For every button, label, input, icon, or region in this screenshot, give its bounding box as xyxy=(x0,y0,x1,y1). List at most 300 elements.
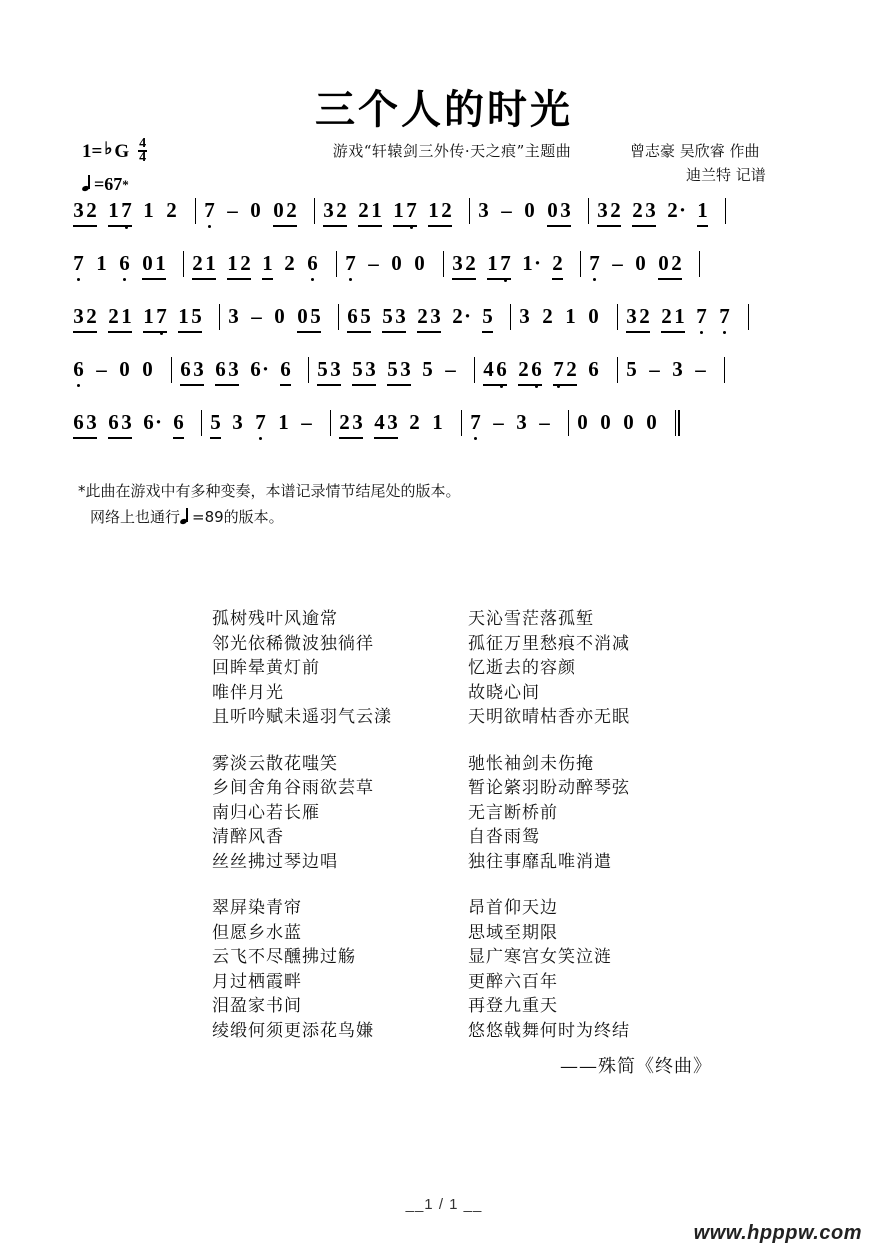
note xyxy=(477,197,490,243)
note-number: 0 xyxy=(142,251,153,275)
note-number: 1 xyxy=(674,304,685,328)
note-number: 2 xyxy=(166,198,177,222)
note-group xyxy=(203,197,216,243)
duration-dash: – xyxy=(96,357,107,381)
note xyxy=(408,409,421,455)
note xyxy=(564,303,577,349)
beamed-note-group xyxy=(261,250,274,296)
note-group xyxy=(431,409,444,455)
note xyxy=(335,197,348,243)
note-number: 6 xyxy=(143,410,154,434)
beamed-note-group xyxy=(373,409,399,455)
note-number: 2 xyxy=(661,304,672,328)
beamed-note-group xyxy=(107,303,133,349)
note xyxy=(316,356,329,402)
note xyxy=(209,409,222,455)
note-number: 3 xyxy=(452,251,463,275)
beamed-note-group xyxy=(546,197,572,243)
note xyxy=(523,197,536,243)
note xyxy=(565,356,578,402)
lyrics-left-column: 绫缎何须更添花鸟嫌 xyxy=(212,1020,374,1041)
note xyxy=(203,197,216,243)
note-number: 0 xyxy=(250,198,261,222)
beamed-note-group xyxy=(209,409,222,455)
barline xyxy=(588,198,589,224)
note-group xyxy=(118,250,131,296)
beamed-note-group xyxy=(226,250,252,296)
note-number: 2 xyxy=(339,410,350,434)
note-number: 1 xyxy=(371,198,382,222)
note-group xyxy=(300,409,313,435)
note-group xyxy=(250,303,263,329)
lyrics-right-column: 自沓雨鸳 xyxy=(468,827,540,847)
beamed-note-group xyxy=(214,356,240,402)
footnote-line-2-prefix: 网络上也通行 xyxy=(90,508,181,526)
note-number: 2 xyxy=(452,304,463,328)
beamed-note-group xyxy=(338,409,364,455)
measure xyxy=(576,409,668,455)
note-group xyxy=(142,409,162,455)
note xyxy=(338,409,351,455)
barline xyxy=(461,410,462,436)
lyrics-left-column: 云飞不尽醺拂过觞 xyxy=(212,947,356,967)
note xyxy=(673,303,686,349)
note xyxy=(413,250,426,296)
note-number: 2 xyxy=(552,251,563,275)
note xyxy=(359,303,372,349)
beamed-note-group xyxy=(142,303,168,349)
note-group xyxy=(277,409,290,455)
note-number: 3 xyxy=(73,198,84,222)
note-group xyxy=(344,250,357,296)
note-number: 2 xyxy=(441,198,452,222)
note-number: 6 xyxy=(250,357,261,381)
note-number: 3 xyxy=(395,304,406,328)
note-group xyxy=(72,250,85,296)
barline xyxy=(443,251,444,277)
note xyxy=(226,250,239,296)
note xyxy=(551,250,564,296)
staff-row xyxy=(72,250,820,296)
note-number: 3 xyxy=(516,410,527,434)
note xyxy=(416,303,429,349)
note-group xyxy=(671,356,684,402)
note-group xyxy=(576,409,589,455)
note-number: 6 xyxy=(280,357,291,381)
beamed-note-group xyxy=(72,303,98,349)
measure xyxy=(346,303,503,349)
lyrics-row xyxy=(212,705,732,730)
note xyxy=(695,303,708,349)
note xyxy=(85,197,98,243)
note-number: 2 xyxy=(465,251,476,275)
note-number: 7 xyxy=(121,198,132,222)
note-number: 3 xyxy=(430,304,441,328)
duration-dash: – xyxy=(649,357,660,381)
note xyxy=(599,409,612,455)
note xyxy=(552,356,565,402)
barline xyxy=(617,304,618,330)
measure xyxy=(72,356,164,402)
lyrics-left-column: 月过栖霞畔 xyxy=(212,971,302,992)
note xyxy=(644,197,657,243)
note-group xyxy=(283,250,296,296)
note xyxy=(344,250,357,296)
note-group xyxy=(451,303,471,349)
note xyxy=(72,303,85,349)
note-number: 2 xyxy=(192,251,203,275)
lyrics-right-column: 天明欲晴枯香亦无眠 xyxy=(468,707,630,727)
note xyxy=(107,409,120,455)
note-number: 3 xyxy=(519,304,530,328)
note-number: 1 xyxy=(565,304,576,328)
note xyxy=(481,303,494,349)
note xyxy=(357,197,370,243)
note-group xyxy=(95,250,108,296)
time-signature-denominator: 4 xyxy=(139,150,147,165)
measure xyxy=(338,409,454,455)
note-number: 5 xyxy=(626,357,637,381)
note-group xyxy=(694,356,707,382)
note xyxy=(451,303,464,349)
measure xyxy=(344,250,436,296)
note xyxy=(451,250,464,296)
measure xyxy=(191,250,329,296)
note-group xyxy=(421,356,434,402)
measure xyxy=(596,197,718,243)
measure xyxy=(518,303,610,349)
lyrics-left-column: 翠屏染青帘 xyxy=(212,898,302,918)
lyrics-row xyxy=(212,632,732,657)
measure xyxy=(72,197,188,243)
note-number: 6 xyxy=(531,357,542,381)
note xyxy=(421,356,434,402)
note-number: 3 xyxy=(478,198,489,222)
note-group xyxy=(521,250,541,296)
barline xyxy=(699,251,700,277)
barline xyxy=(195,198,196,224)
note xyxy=(587,303,600,349)
note xyxy=(192,356,205,402)
measure xyxy=(469,409,561,455)
measure xyxy=(179,356,301,402)
note xyxy=(118,250,131,296)
note-group xyxy=(587,356,600,402)
lyrics-right-column: 驰怅袖剑未伤掩 xyxy=(468,753,594,774)
note-group xyxy=(611,250,624,276)
beamed-note-group xyxy=(279,356,292,402)
duration-dash: – xyxy=(612,251,623,275)
note-number: 5 xyxy=(317,357,328,381)
credits-block xyxy=(630,139,860,187)
beamed-note-group xyxy=(322,197,348,243)
note-group xyxy=(648,356,661,382)
note-group xyxy=(622,409,635,455)
note-number: 6 xyxy=(215,357,226,381)
note-number: 1 xyxy=(697,198,708,222)
note-number: 3 xyxy=(352,410,363,434)
lyrics-row xyxy=(212,752,732,777)
note xyxy=(638,303,651,349)
note xyxy=(670,250,683,296)
note xyxy=(364,356,377,402)
note-group xyxy=(645,409,658,455)
barline xyxy=(617,357,618,383)
note-number: 1 xyxy=(96,251,107,275)
note-number: 0 xyxy=(600,410,611,434)
beamed-note-group xyxy=(625,303,651,349)
note xyxy=(440,197,453,243)
final-barline xyxy=(675,410,680,436)
note-group xyxy=(564,303,577,349)
note-group xyxy=(515,409,528,455)
note-number: 6 xyxy=(307,251,318,275)
measure xyxy=(72,409,194,455)
note-number: 1 xyxy=(227,251,238,275)
note-number: 7 xyxy=(204,198,215,222)
note-number: 6 xyxy=(108,410,119,434)
note xyxy=(559,197,572,243)
barline xyxy=(338,304,339,330)
note-group xyxy=(95,356,108,382)
note-number: 7 xyxy=(500,251,511,275)
note-number: 3 xyxy=(400,357,411,381)
note-group xyxy=(599,409,612,455)
note-number: 0 xyxy=(635,251,646,275)
measure xyxy=(72,250,176,296)
note-group xyxy=(444,356,457,382)
note-group xyxy=(254,409,267,455)
measure xyxy=(322,197,462,243)
note-group xyxy=(541,303,554,349)
quarter-note-icon xyxy=(180,509,191,525)
note-number: 2 xyxy=(667,198,678,222)
lyrics-left-column: 南归心若长雁 xyxy=(212,802,320,823)
duration-dash: – xyxy=(539,410,550,434)
tempo-marking xyxy=(82,175,147,193)
note xyxy=(530,356,543,402)
beamed-note-group xyxy=(696,197,709,243)
note xyxy=(120,197,133,243)
note-number: 3 xyxy=(228,304,239,328)
note xyxy=(165,197,178,243)
footnote-line-1: *此曲在游戏中有多种变奏，本谱记录情节结尾处的版本。 xyxy=(78,482,461,500)
note-number: 0 xyxy=(273,198,284,222)
barline xyxy=(171,357,172,383)
note-number: 1 xyxy=(522,251,533,275)
note-number: 5 xyxy=(360,304,371,328)
note xyxy=(696,197,709,243)
note-number: 2 xyxy=(671,251,682,275)
note-number: 3 xyxy=(626,304,637,328)
beamed-note-group xyxy=(657,250,683,296)
beamed-note-group xyxy=(172,409,185,455)
note xyxy=(671,356,684,402)
note xyxy=(515,409,528,455)
beamed-note-group xyxy=(552,356,578,402)
note-number: 3 xyxy=(232,410,243,434)
beamed-note-group xyxy=(107,409,133,455)
note xyxy=(386,409,399,455)
note-number: 2 xyxy=(240,251,251,275)
measure xyxy=(227,303,331,349)
augmentation-dot: · xyxy=(534,251,542,275)
beamed-note-group xyxy=(177,303,203,349)
barline xyxy=(330,410,331,436)
lyrics-row xyxy=(212,607,732,632)
measure xyxy=(316,356,467,402)
lyrics-row xyxy=(212,776,732,801)
note xyxy=(596,197,609,243)
note-number: 6 xyxy=(496,357,507,381)
note-group xyxy=(718,303,731,349)
note xyxy=(142,303,155,349)
barline xyxy=(308,357,309,383)
duration-dash: – xyxy=(227,198,238,222)
measure xyxy=(477,197,581,243)
tempo-bpm: 67 xyxy=(104,174,123,194)
measure xyxy=(451,250,573,296)
staff-row xyxy=(72,356,820,402)
notator-credit: 迪兰特 记谱 xyxy=(686,166,766,184)
note-number: 6 xyxy=(73,410,84,434)
tempo-equals: = xyxy=(94,174,105,194)
note xyxy=(660,303,673,349)
note xyxy=(227,303,240,349)
note-group xyxy=(72,356,85,402)
note xyxy=(239,250,252,296)
note-group xyxy=(588,250,601,296)
note xyxy=(309,303,322,349)
note xyxy=(399,356,412,402)
note-group xyxy=(518,303,531,349)
staff-row xyxy=(72,409,820,455)
note xyxy=(72,197,85,243)
measure xyxy=(625,303,741,349)
note-group xyxy=(500,197,513,223)
beamed-note-group xyxy=(72,409,98,455)
barline xyxy=(748,304,749,330)
note xyxy=(521,250,534,296)
note-group xyxy=(492,409,505,435)
beamed-note-group xyxy=(386,356,412,402)
note-group xyxy=(249,356,269,402)
note xyxy=(204,250,217,296)
note xyxy=(277,409,290,455)
note-number: 2 xyxy=(610,198,621,222)
note-group xyxy=(625,356,638,402)
note-number: 7 xyxy=(73,251,84,275)
note-group xyxy=(118,356,131,402)
barline xyxy=(510,304,511,330)
note xyxy=(120,303,133,349)
note-number: 0 xyxy=(391,251,402,275)
lyrics-right-column: 故晓心间 xyxy=(468,682,540,703)
note-number: 3 xyxy=(193,357,204,381)
note-number: 7 xyxy=(156,304,167,328)
barline xyxy=(219,304,220,330)
note-group xyxy=(249,197,262,243)
beamed-note-group xyxy=(517,356,543,402)
duration-dash: – xyxy=(445,357,456,381)
note-number: 2 xyxy=(336,198,347,222)
note-number: 1 xyxy=(143,304,154,328)
note xyxy=(486,250,499,296)
note-group xyxy=(165,197,178,243)
note-number: 2 xyxy=(566,357,577,381)
barline xyxy=(336,251,337,277)
note-number: 7 xyxy=(255,410,266,434)
note xyxy=(329,356,342,402)
lyrics-right-column: 再登九重天 xyxy=(468,996,558,1016)
beamed-note-group xyxy=(357,197,383,243)
note-number: 7 xyxy=(553,357,564,381)
note-number: 1 xyxy=(121,304,132,328)
note-number: 0 xyxy=(547,198,558,222)
measure xyxy=(625,356,717,402)
note xyxy=(107,197,120,243)
lyrics-right-column: 思域至期限 xyxy=(468,922,558,943)
note xyxy=(214,356,227,402)
note xyxy=(464,250,477,296)
lyrics-right-column: 暂论綮羽盼动醉琴弦 xyxy=(468,778,630,798)
lyrics-left-column: 邻光依稀微波独徜徉 xyxy=(212,633,374,654)
beamed-note-group xyxy=(416,303,442,349)
note-number: 1 xyxy=(428,198,439,222)
augmentation-dot: · xyxy=(262,357,270,381)
lyrics-row xyxy=(212,994,732,1019)
footnote-line-2 xyxy=(78,504,461,530)
lyrics-right-column: 更醉六百年 xyxy=(468,971,558,992)
staff-row xyxy=(72,303,820,349)
note-number: 1 xyxy=(393,198,404,222)
note-number: 1 xyxy=(155,251,166,275)
key-signature xyxy=(82,138,147,164)
lyrics-right-column: 忆逝去的容颜 xyxy=(468,658,576,678)
composer-credit: 曾志豪 吴欣睿 作曲 xyxy=(630,142,760,160)
note-number: 1 xyxy=(108,198,119,222)
note-number: 0 xyxy=(274,304,285,328)
note-number: 1 xyxy=(205,251,216,275)
beamed-note-group xyxy=(660,303,686,349)
lyrics-row xyxy=(212,850,732,875)
beamed-note-group xyxy=(296,303,322,349)
measure xyxy=(209,409,323,455)
note-group xyxy=(408,409,421,455)
note-group xyxy=(367,250,380,276)
lyrics-right-column: 悠悠戟舞何时为终结 xyxy=(468,1020,630,1041)
note-number: 6 xyxy=(119,251,130,275)
beamed-note-group xyxy=(596,197,622,243)
note xyxy=(392,197,405,243)
duration-dash: – xyxy=(301,410,312,434)
barline xyxy=(183,251,184,277)
note-number: 7 xyxy=(470,410,481,434)
note-number: 6 xyxy=(588,357,599,381)
note-number: 6 xyxy=(347,304,358,328)
lyrics-right-column: 独往事靡乱唯消遣 xyxy=(468,851,612,872)
beamed-note-group xyxy=(486,250,512,296)
note xyxy=(429,303,442,349)
lyrics-left-column: 雾淡云散花嗤笑 xyxy=(212,753,338,774)
note-number: 5 xyxy=(310,304,321,328)
note-group xyxy=(523,197,536,243)
note xyxy=(625,356,638,402)
note-number: 0 xyxy=(646,410,657,434)
key-tempo-block xyxy=(82,138,147,193)
note-group xyxy=(306,250,319,296)
note xyxy=(227,356,240,402)
